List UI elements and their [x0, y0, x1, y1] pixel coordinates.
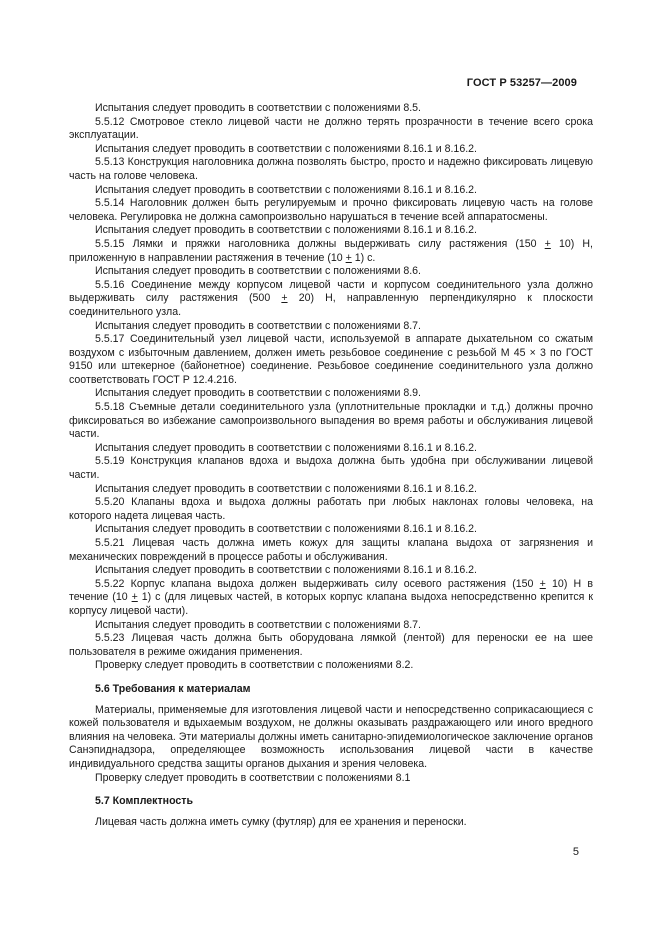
- paragraph: Испытания следует проводить в соответствии с положениями 8.5.: [95, 102, 421, 114]
- paragraph: 5.5.19 Конструкция клапанов вдоха и выдоха должна быть удобна при обслуживании лицевой части.: [69, 455, 593, 482]
- paragraph: Испытания следует проводить в соответствии с положениями 8.16.1 и 8.16.2.: [95, 482, 477, 495]
- paragraph: Проверку следует проводить в соответствии с положениями 8.1: [95, 771, 411, 784]
- paragraph: 5.5.18 Съемные детали соединительного узла (уплотнительные прокладки и т.д.) должны прочно фиксироваться во избежание самопроизвольного выпадения во время работы и обслуживания лицевой части.: [69, 401, 593, 441]
- paragraph: Проверку следует проводить в соответствии с положениями 8.2.: [95, 659, 414, 672]
- paragraph: Испытания следует проводить в соответствии с положениями 8.16.1 и 8.16.2.: [95, 523, 477, 536]
- paragraph: 5.5.13 Конструкция наголовника должна позволять быстро, просто и надежно фиксировать лицевую часть на голове человека.: [69, 156, 593, 182]
- paragraph: 5.5.17 Соединительный узел лицевой части, используемой в аппарате дыхательном со сжатым воздухом с избыточным давлением, должен иметь резьбовое соединение с резьбой М 45 × 3 по ГОСТ 9150 или штекерное (байонетное) соединение. Резьбовое соединение соединительного узла должно соответствовать ГОСТ Р 12.4.216.: [69, 333, 593, 386]
- page-number: 5: [572, 846, 579, 858]
- paragraph: Лицевая часть должна иметь сумку (футляр) для ее хранения и переноски.: [95, 815, 467, 828]
- paragraph: Испытания следует проводить в соответствии с положениями 8.7.: [95, 618, 421, 631]
- paragraph: Испытания следует проводить в соответствии с положениями 8.7.: [95, 319, 421, 332]
- document-header: ГОСТ Р 53257—2009: [466, 77, 577, 89]
- paragraph: 5.5.14 Наголовник должен быть регулируемым и прочно фиксировать лицевую часть на голове человека. Регулировка не должна самопроизвольно нарушаться в течение всей аппаратосмены.: [69, 197, 593, 223]
- paragraph: 5.5.12 Смотровое стекло лицевой части не должно терять прозрачности в течение всего срока эксплуатации.: [69, 115, 593, 142]
- paragraph: Испытания следует проводить в соответствии с положениями 8.16.1 и 8.16.2.: [95, 183, 477, 196]
- paragraph: Испытания следует проводить в соответствии с положениями 8.16.1 и 8.16.2.: [95, 441, 477, 454]
- document-body: [69, 102, 593, 829]
- paragraph: 5.5.15 Лямки и пряжки наголовника должны выдерживать силу растяжения (150 + 10) Н, приложенную в направлении растяжения в течение (10 + 1) с.: [69, 237, 594, 264]
- paragraph: 5.5.20 Клапаны вдоха и выдоха должны работать при любых наклонах головы человека, на которого надета лицевая часть.: [69, 496, 593, 522]
- paragraph: 5.5.16 Соединение между корпусом лицевой части и корпусом соединительного узла должно выдерживать силу растяжения (500 + 20) Н, направленную перпендикулярно к плоскости соединительного узла.: [69, 278, 593, 318]
- paragraph: Испытания следует проводить в соответствии с положениями 8.16.1 и 8.16.2.: [95, 564, 477, 577]
- paragraph: Испытания следует проводить в соответствии с положениями 8.16.1 и 8.16.2.: [95, 142, 477, 155]
- paragraph: 5.5.21 Лицевая часть должна иметь кожух для защиты клапана выдоха от загрязнения и механических повреждений в процессе работы и обслуживания.: [69, 537, 593, 563]
- paragraph: Материалы, применяемые для изготовления лицевой части и непосредственно соприкасающиеся с кожей пользователя и вдыхаемым воздухом, не должны оказывать раздражающего или иного вредного влияния на человека. Эти материалы должны иметь санитарно-эпидемиологическое заключение органов Санэпиднадзора, определяющее возможность использования лицевой части в качестве индивидуального средства защиты органов дыхания и зрения человека.: [69, 703, 593, 770]
- section-heading-completeness: 5.7 Комплектность: [95, 795, 193, 808]
- paragraph: Испытания следует проводить в соответствии с положениями 8.16.1 и 8.16.2.: [95, 224, 477, 237]
- section-heading-materials: 5.6 Требования к материалам: [95, 682, 251, 695]
- paragraph: Испытания следует проводить в соответствии с положениями 8.9.: [95, 387, 421, 400]
- paragraph: 5.5.22 Корпус клапана выдоха должен выдерживать силу осевого растяжения (150 + 10) Н в течение (10 + 1) с (для лицевых частей, в которых корпус клапана выдоха непосредственно крепится к корпусу лицевой части).: [69, 577, 593, 617]
- paragraph: 5.5.23 Лицевая часть должна быть оборудована лямкой (лентой) для переноски ее на шее пользователя в режиме ожидания применения.: [69, 632, 593, 658]
- paragraph: Испытания следует проводить в соответствии с положениями 8.6.: [95, 265, 421, 278]
